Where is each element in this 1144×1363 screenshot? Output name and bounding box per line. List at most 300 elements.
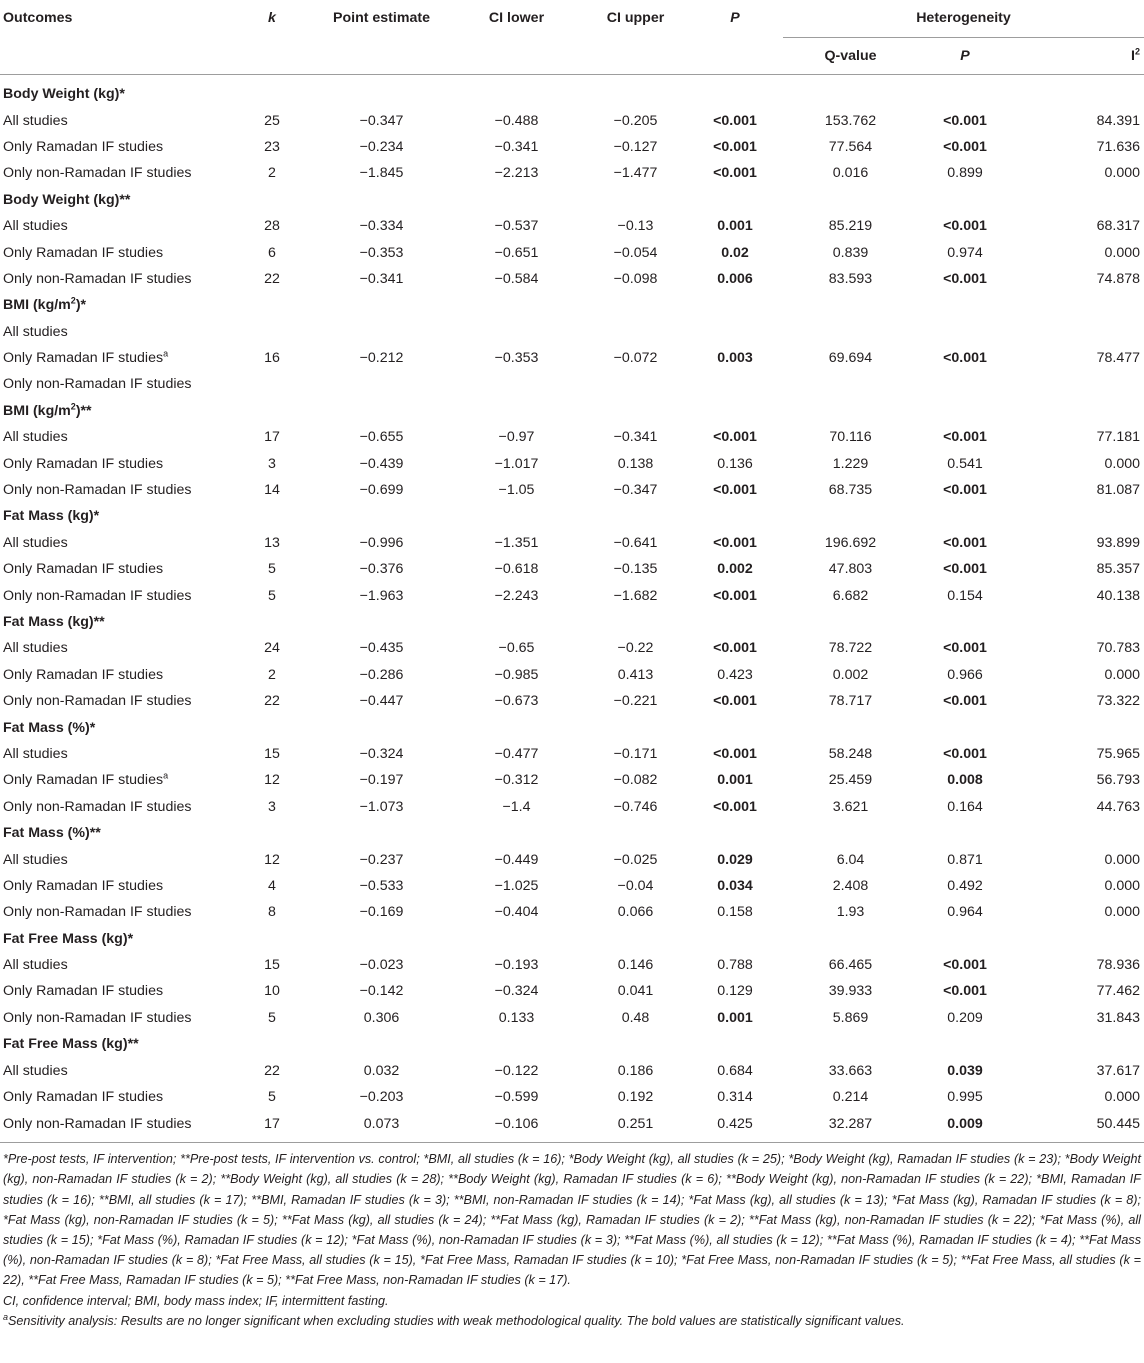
cell-ci-lower: 0.133 bbox=[498, 1009, 535, 1026]
cell-k: 8 bbox=[268, 904, 276, 921]
subgroup-label bbox=[0, 1057, 230, 1083]
cell-point-estimate: −0.699 bbox=[359, 482, 404, 499]
subgroup-label bbox=[0, 741, 230, 767]
cell-k: 23 bbox=[264, 138, 280, 155]
cell-p-value: 0.001 bbox=[717, 1009, 753, 1026]
cell-ci-upper: −0.347 bbox=[613, 482, 658, 499]
cell-heterogeneity-p: 0.541 bbox=[947, 455, 983, 472]
col-ci-lower: CI lower bbox=[488, 10, 545, 26]
cell-q-value: 25.459 bbox=[828, 772, 873, 789]
cell-i-squared: 37.617 bbox=[1096, 1062, 1140, 1079]
table-row bbox=[0, 239, 1144, 265]
cell-q-value: 0.214 bbox=[832, 1089, 869, 1106]
subgroup-label bbox=[0, 662, 230, 688]
cell-point-estimate: −0.324 bbox=[359, 745, 404, 762]
cell-p-value bbox=[687, 319, 783, 345]
table-row bbox=[0, 794, 1144, 820]
outcome-group-row bbox=[0, 1031, 1144, 1057]
subgroup-label bbox=[0, 767, 230, 793]
i-squared-label: I bbox=[1131, 48, 1135, 64]
cell-p-value: <0.001 bbox=[713, 112, 757, 129]
subgroup-label bbox=[0, 134, 230, 160]
cell-heterogeneity-p: <0.001 bbox=[943, 534, 987, 551]
subgroup-label bbox=[0, 978, 230, 1004]
cell-ci-lower: −1.017 bbox=[494, 455, 539, 472]
cell-i-squared bbox=[1012, 319, 1144, 345]
cell-point-estimate: −0.439 bbox=[359, 455, 404, 472]
cell-point-estimate: −1.845 bbox=[359, 165, 404, 182]
outcome-group-label bbox=[0, 398, 1144, 424]
cell-ci-upper: 0.066 bbox=[617, 904, 654, 921]
cell-k: 25 bbox=[264, 112, 280, 129]
cell-k: 22 bbox=[264, 693, 280, 710]
cell-i-squared: 0.000 bbox=[1104, 851, 1140, 868]
cell-ci-upper: 0.041 bbox=[617, 983, 654, 1000]
cell-ci-upper: −0.072 bbox=[613, 350, 658, 367]
cell-p-value: <0.001 bbox=[713, 587, 757, 604]
table-row bbox=[0, 582, 1144, 608]
subgroup-label bbox=[0, 1110, 230, 1143]
outcome-group-row bbox=[0, 75, 1144, 108]
cell-p-value: 0.003 bbox=[717, 350, 753, 367]
cell-p-value: 0.129 bbox=[717, 983, 753, 1000]
col-p: P bbox=[730, 10, 740, 26]
cell-p-value: 0.314 bbox=[717, 1089, 753, 1106]
outcome-group-row bbox=[0, 292, 1144, 318]
header-spacer bbox=[449, 38, 584, 75]
cell-k bbox=[230, 319, 314, 345]
cell-q-value: 32.287 bbox=[783, 1110, 918, 1143]
col-k: k bbox=[268, 10, 276, 26]
cell-point-estimate: −0.533 bbox=[359, 877, 404, 894]
cell-ci-upper: −0.025 bbox=[613, 851, 658, 868]
table-row bbox=[0, 160, 1144, 186]
subgroup-label-text: All studies bbox=[3, 429, 68, 446]
table-row bbox=[0, 477, 1144, 503]
cell-i-squared: 68.317 bbox=[1096, 218, 1140, 235]
cell-point-estimate: −0.142 bbox=[359, 983, 404, 1000]
subgroup-label-text: All studies bbox=[3, 745, 68, 762]
cell-i-squared: 0.000 bbox=[1104, 165, 1140, 182]
subgroup-label bbox=[0, 450, 230, 476]
cell-ci-lower: −0.341 bbox=[494, 138, 539, 155]
outcome-group-row bbox=[0, 926, 1144, 952]
cell-point-estimate: −0.996 bbox=[359, 534, 404, 551]
cell-q-value: 77.564 bbox=[828, 138, 873, 155]
cell-i-squared: 0.000 bbox=[1104, 455, 1140, 472]
cell-point-estimate: −0.237 bbox=[359, 851, 404, 868]
cell-heterogeneity-p: 0.492 bbox=[947, 877, 983, 894]
cell-q-value: 47.803 bbox=[828, 561, 873, 578]
cell-point-estimate: 0.073 bbox=[314, 1110, 449, 1143]
cell-ci-lower: −0.651 bbox=[494, 244, 539, 261]
subgroup-label-text: Only non-Ramadan IF studies bbox=[3, 165, 192, 182]
cell-heterogeneity-p: 0.164 bbox=[947, 798, 983, 815]
cell-i-squared: 81.087 bbox=[1096, 482, 1140, 499]
cell-i-squared: 50.445 bbox=[1012, 1110, 1144, 1143]
cell-i-squared: 44.763 bbox=[1096, 798, 1140, 815]
cell-i-squared: 0.000 bbox=[1104, 1089, 1140, 1106]
outcome-group-row bbox=[0, 609, 1144, 635]
cell-k: 3 bbox=[268, 798, 276, 815]
cell-q-value: 66.465 bbox=[828, 957, 873, 974]
subgroup-label-text: Only Ramadan IF studies bbox=[3, 1089, 164, 1106]
cell-ci-upper: 0.251 bbox=[584, 1110, 687, 1143]
subgroup-label-text: Only Ramadan IF studies bbox=[3, 772, 164, 789]
cell-i-squared: 84.391 bbox=[1096, 112, 1140, 129]
cell-point-estimate: −0.341 bbox=[359, 270, 404, 287]
cell-p-value bbox=[687, 371, 783, 397]
outcome-group-label bbox=[0, 926, 1144, 952]
table-row bbox=[0, 450, 1144, 476]
table-row bbox=[0, 952, 1144, 978]
cell-heterogeneity-p: 0.899 bbox=[947, 165, 983, 182]
cell-ci-upper: −1.682 bbox=[613, 587, 658, 604]
cell-i-squared: 93.899 bbox=[1096, 534, 1140, 551]
cell-k: 13 bbox=[264, 534, 280, 551]
table-row bbox=[0, 371, 1144, 397]
subgroup-label bbox=[0, 1005, 230, 1031]
cell-ci-lower: −0.65 bbox=[498, 640, 535, 657]
subgroup-label-text: Only non-Ramadan IF studies bbox=[3, 587, 192, 604]
subgroup-label-text: Only Ramadan IF studies bbox=[3, 455, 164, 472]
cell-heterogeneity-p: <0.001 bbox=[943, 270, 987, 287]
subgroup-label-text: Only Ramadan IF studies bbox=[3, 244, 164, 261]
cell-ci-lower: −0.324 bbox=[494, 983, 539, 1000]
cell-ci-lower: −0.488 bbox=[494, 112, 539, 129]
cell-heterogeneity-p: 0.009 bbox=[918, 1110, 1012, 1143]
col-point-estimate: Point estimate bbox=[333, 10, 430, 26]
table-row bbox=[0, 741, 1144, 767]
cell-i-squared: 40.138 bbox=[1096, 587, 1140, 604]
cell-ci-lower: −0.477 bbox=[494, 745, 539, 762]
cell-heterogeneity-p: <0.001 bbox=[943, 640, 987, 657]
cell-p-value: 0.684 bbox=[717, 1062, 753, 1079]
cell-heterogeneity-p: 0.995 bbox=[947, 1089, 983, 1106]
cell-point-estimate: −0.447 bbox=[359, 693, 404, 710]
cell-q-value: 3.621 bbox=[832, 798, 869, 815]
cell-ci-lower: −0.97 bbox=[498, 429, 535, 446]
cell-ci-lower: −2.243 bbox=[494, 587, 539, 604]
cell-k: 22 bbox=[264, 1062, 280, 1079]
outcome-group-label bbox=[0, 1031, 1144, 1057]
cell-point-estimate: −0.286 bbox=[359, 666, 404, 683]
cell-heterogeneity-p: <0.001 bbox=[943, 561, 987, 578]
outcome-group-row bbox=[0, 187, 1144, 213]
group-label-suffix: )* bbox=[75, 297, 87, 314]
group-label-text: BMI (kg/m bbox=[3, 297, 71, 314]
group-label-text: Fat Free Mass (kg)** bbox=[3, 1036, 139, 1053]
cell-k: 5 bbox=[268, 1089, 276, 1106]
cell-q-value: 0.016 bbox=[832, 165, 869, 182]
table-row bbox=[0, 978, 1144, 1004]
cell-i-squared: 0.000 bbox=[1104, 904, 1140, 921]
cell-ci-upper: 0.138 bbox=[617, 455, 654, 472]
group-label-superscript: 2 bbox=[70, 295, 76, 306]
cell-ci-lower: −0.537 bbox=[494, 218, 539, 235]
cell-heterogeneity-p: <0.001 bbox=[943, 429, 987, 446]
cell-q-value: 85.219 bbox=[828, 218, 873, 235]
group-label-text: Body Weight (kg)* bbox=[3, 86, 125, 103]
cell-heterogeneity-p: 0.964 bbox=[947, 904, 983, 921]
cell-p-value: 0.425 bbox=[687, 1110, 783, 1143]
subgroup-label bbox=[0, 688, 230, 714]
cell-k: 22 bbox=[264, 270, 280, 287]
cell-heterogeneity-p: 0.974 bbox=[947, 244, 983, 261]
footnote-sensitivity bbox=[3, 1311, 1141, 1331]
cell-ci-lower: −0.673 bbox=[494, 693, 539, 710]
cell-i-squared: 70.783 bbox=[1096, 640, 1140, 657]
cell-i-squared: 0.000 bbox=[1104, 877, 1140, 894]
footnote-main: *Pre-post tests, IF intervention; **Pre-post tests, IF intervention vs. control; *BMI, all studies (k = 16); *Body Weight (kg), all studies (k = 25); *Body Weight (kg), Ramadan IF studies (k = 23); *Body Weight (kg), non-Ramadan IF studies (k = 2); **Body Weight (kg), all studies (k = 28); **Body Weight (kg), Ramadan IF studies (k = 6); **Body Weight (kg), non-Ramadan IF studies (k = 22); *BMI, Ramadan IF studies (k = 16); **BMI, all studies (k = 17); **BMI, Ramadan IF studies (k = 3); **BMI, non-Ramadan IF studies (k = 14); *Fat Mass (kg), all studies (k = 13); *Fat Mass (kg), Ramadan IF studies (k = 8); *Fat Mass (kg), non-Ramadan IF studies (k = 5); **Fat Mass (kg), all studies (k = 24); **Fat Mass (kg), Ramadan IF studies (k = 2); **Fat Mass (kg), non-Ramadan IF studies (k = 22); *Fat Mass (%), all studies (k = 15); *Fat Mass (%), Ramadan IF studies (k = 12); *Fat Mass (%), non-Ramadan IF studies (k = 3); **Fat Mass (%), all studies (k = 12); **Fat Mass (%), Ramadan IF studies (k = 4); **Fat Mass (%), non-Ramadan IF studies (k = 8); *Fat Free Mass, all studies (k = 15), *Fat Free Mass, Ramadan IF studies (k = 10); *Fat Free Mass, non-Ramadan IF studies (k = 5); **Fat Free Mass, all studies (k = 22), **Fat Free Mass, Ramadan IF studies (k = 5); **Fat Free Mass, non-Ramadan IF studies (k = 17). bbox=[3, 1152, 1141, 1288]
cell-k: 3 bbox=[268, 455, 276, 472]
cell-ci-upper: −0.04 bbox=[617, 877, 654, 894]
cell-q-value: 39.933 bbox=[828, 983, 873, 1000]
subgroup-label bbox=[0, 424, 230, 450]
cell-point-estimate: −0.334 bbox=[359, 218, 404, 235]
subgroup-label bbox=[0, 899, 230, 925]
table-row bbox=[0, 873, 1144, 899]
cell-heterogeneity-p: <0.001 bbox=[943, 745, 987, 762]
cell-ci-upper bbox=[584, 371, 687, 397]
cell-p-value: <0.001 bbox=[713, 482, 757, 499]
table-header bbox=[0, 0, 1144, 75]
table-row bbox=[0, 530, 1144, 556]
cell-heterogeneity-p: 0.008 bbox=[947, 772, 983, 789]
cell-k bbox=[230, 371, 314, 397]
cell-ci-upper: 0.146 bbox=[617, 957, 654, 974]
cell-q-value: 78.717 bbox=[828, 693, 873, 710]
cell-i-squared: 77.462 bbox=[1096, 983, 1140, 1000]
subgroup-label-text: Only non-Ramadan IF studies bbox=[3, 1116, 192, 1133]
cell-p-value: <0.001 bbox=[713, 798, 757, 815]
cell-i-squared bbox=[1012, 371, 1144, 397]
cell-ci-lower: −0.618 bbox=[494, 561, 539, 578]
cell-k: 6 bbox=[268, 244, 276, 261]
subgroup-label bbox=[0, 213, 230, 239]
cell-heterogeneity-p: 0.966 bbox=[947, 666, 983, 683]
outcome-group-label bbox=[0, 187, 1144, 213]
subgroup-label-text: Only non-Ramadan IF studies bbox=[3, 376, 192, 393]
cell-ci-upper: −0.127 bbox=[613, 138, 658, 155]
subgroup-label-text: Only non-Ramadan IF studies bbox=[3, 904, 192, 921]
footnote-sensitivity-text: Sensitivity analysis: Results are no longer significant when excluding studies with weak methodological quality. The bold values are statistically significant values. bbox=[8, 1313, 905, 1328]
cell-k: 5 bbox=[268, 587, 276, 604]
cell-ci-lower: −0.599 bbox=[494, 1089, 539, 1106]
outcome-group-label bbox=[0, 714, 1144, 740]
cell-ci-upper: −0.22 bbox=[617, 640, 654, 657]
group-label-text: Body Weight (kg)** bbox=[3, 191, 131, 208]
table-body bbox=[0, 75, 1144, 1143]
cell-q-value: 0.839 bbox=[832, 244, 869, 261]
cell-heterogeneity-p: <0.001 bbox=[943, 138, 987, 155]
cell-ci-lower: −0.312 bbox=[494, 772, 539, 789]
cell-q-value: 68.735 bbox=[828, 482, 873, 499]
subgroup-label bbox=[0, 107, 230, 133]
cell-ci-upper: −0.341 bbox=[613, 429, 658, 446]
table-row bbox=[0, 1110, 1144, 1143]
col-q-value: Q-value bbox=[783, 38, 918, 75]
cell-k: 24 bbox=[264, 640, 280, 657]
outcome-group-row bbox=[0, 714, 1144, 740]
cell-p-value: 0.001 bbox=[717, 218, 753, 235]
cell-q-value: 2.408 bbox=[832, 877, 869, 894]
cell-p-value: 0.788 bbox=[717, 957, 753, 974]
cell-i-squared: 74.878 bbox=[1096, 270, 1140, 287]
cell-point-estimate: −0.376 bbox=[359, 561, 404, 578]
subgroup-label-text: Only non-Ramadan IF studies bbox=[3, 798, 192, 815]
outcome-group-label bbox=[0, 292, 1144, 318]
i-squared-superscript: 2 bbox=[1134, 46, 1140, 57]
cell-k: 10 bbox=[264, 983, 280, 1000]
cell-point-estimate: −0.169 bbox=[359, 904, 404, 921]
header-spacer bbox=[584, 38, 687, 75]
subgroup-label-text: Only non-Ramadan IF studies bbox=[3, 270, 192, 287]
cell-point-estimate: −0.197 bbox=[359, 772, 404, 789]
cell-heterogeneity-p: <0.001 bbox=[943, 112, 987, 129]
cell-ci-lower: −1.4 bbox=[502, 798, 531, 815]
subgroup-label-text: All studies bbox=[3, 218, 68, 235]
cell-heterogeneity-p: <0.001 bbox=[943, 218, 987, 235]
footnote-abbreviations: CI, confidence interval; BMI, body mass index; IF, intermittent fasting. bbox=[3, 1293, 389, 1308]
cell-ci-lower: −0.985 bbox=[494, 666, 539, 683]
header-spacer bbox=[0, 38, 230, 75]
cell-ci-upper: −1.477 bbox=[613, 165, 658, 182]
cell-i-squared: 31.843 bbox=[1096, 1009, 1140, 1026]
cell-ci-upper: −0.135 bbox=[613, 561, 658, 578]
cell-q-value: 5.869 bbox=[832, 1009, 869, 1026]
table-row bbox=[0, 1084, 1144, 1110]
cell-point-estimate: −0.435 bbox=[359, 640, 404, 657]
cell-p-value: <0.001 bbox=[713, 534, 757, 551]
cell-ci-upper: 0.186 bbox=[617, 1062, 654, 1079]
cell-i-squared: 85.357 bbox=[1096, 561, 1140, 578]
group-label-text: Fat Mass (kg)** bbox=[3, 614, 105, 630]
cell-p-value: <0.001 bbox=[713, 165, 757, 182]
subgroup-label bbox=[0, 635, 230, 661]
group-label-text: Fat Mass (%)** bbox=[3, 825, 101, 842]
cell-i-squared: 77.181 bbox=[1096, 429, 1140, 446]
col-ci-upper: CI upper bbox=[606, 10, 665, 26]
cell-p-value: 0.034 bbox=[717, 877, 753, 894]
outcome-group-label bbox=[0, 820, 1144, 846]
cell-q-value: 58.248 bbox=[828, 745, 873, 762]
cell-q-value: 196.692 bbox=[824, 534, 877, 551]
cell-p-value: 0.001 bbox=[717, 772, 753, 789]
subgroup-label bbox=[0, 530, 230, 556]
group-label-text: Fat Mass (kg)* bbox=[3, 508, 100, 525]
sensitivity-marker: a bbox=[163, 770, 169, 781]
cell-point-estimate bbox=[314, 319, 449, 345]
cell-ci-lower: −0.106 bbox=[449, 1110, 584, 1143]
cell-ci-lower: −0.122 bbox=[494, 1062, 539, 1079]
cell-k: 17 bbox=[264, 429, 280, 446]
cell-heterogeneity-p: <0.001 bbox=[943, 482, 987, 499]
cell-k: 4 bbox=[268, 877, 276, 894]
subgroup-label bbox=[0, 319, 230, 345]
cell-p-value: 0.006 bbox=[717, 270, 753, 287]
cell-point-estimate: −0.212 bbox=[359, 350, 404, 367]
cell-ci-lower bbox=[449, 319, 584, 345]
cell-ci-upper: 0.192 bbox=[617, 1089, 654, 1106]
subgroup-label bbox=[0, 266, 230, 292]
cell-p-value: 0.423 bbox=[717, 666, 753, 683]
cell-i-squared: 78.936 bbox=[1096, 957, 1140, 974]
header-spacer bbox=[230, 38, 314, 75]
cell-k: 2 bbox=[268, 666, 276, 683]
subgroup-label bbox=[0, 477, 230, 503]
cell-point-estimate: −0.023 bbox=[359, 957, 404, 974]
cell-i-squared: 71.636 bbox=[1096, 138, 1140, 155]
cell-i-squared: 78.477 bbox=[1096, 350, 1140, 367]
cell-q-value: 1.229 bbox=[832, 455, 869, 472]
cell-ci-upper: −0.205 bbox=[613, 112, 658, 129]
cell-p-value: <0.001 bbox=[713, 138, 757, 155]
cell-heterogeneity-p: <0.001 bbox=[943, 983, 987, 1000]
cell-i-squared: 56.793 bbox=[1096, 772, 1140, 789]
table-row bbox=[0, 319, 1144, 345]
cell-ci-lower: −2.213 bbox=[494, 165, 539, 182]
cell-q-value: 0.002 bbox=[832, 666, 869, 683]
cell-heterogeneity-p bbox=[918, 371, 1012, 397]
cell-i-squared: 73.322 bbox=[1096, 693, 1140, 710]
cell-q-value bbox=[783, 319, 918, 345]
subgroup-label-text: Only Ramadan IF studies bbox=[3, 561, 164, 578]
cell-i-squared: 75.965 bbox=[1096, 745, 1140, 762]
cell-ci-lower: −0.449 bbox=[494, 851, 539, 868]
subgroup-label-text: Only non-Ramadan IF studies bbox=[3, 1009, 192, 1026]
subgroup-label-text: Only Ramadan IF studies bbox=[3, 138, 164, 155]
cell-heterogeneity-p: 0.871 bbox=[947, 851, 983, 868]
subgroup-label-text: All studies bbox=[3, 957, 68, 974]
cell-ci-lower: −0.404 bbox=[494, 904, 539, 921]
group-label-text: Fat Free Mass (kg)* bbox=[3, 930, 134, 947]
cell-ci-upper: −0.082 bbox=[613, 772, 658, 789]
cell-k: 17 bbox=[230, 1110, 314, 1143]
cell-k: 12 bbox=[264, 772, 280, 789]
subgroup-label bbox=[0, 1084, 230, 1110]
table-row bbox=[0, 556, 1144, 582]
table-row bbox=[0, 662, 1144, 688]
subgroup-label-text: Only Ramadan IF studies bbox=[3, 666, 164, 683]
table-row bbox=[0, 899, 1144, 925]
cell-ci-upper: −0.221 bbox=[613, 693, 658, 710]
outcome-group-row bbox=[0, 503, 1144, 529]
subgroup-label-text: All studies bbox=[3, 112, 68, 129]
outcome-group-label bbox=[0, 503, 1144, 529]
subgroup-label bbox=[0, 160, 230, 186]
cell-point-estimate: −0.353 bbox=[359, 244, 404, 261]
cell-p-value: 0.002 bbox=[717, 561, 753, 578]
cell-ci-lower: −0.193 bbox=[494, 957, 539, 974]
cell-ci-lower: −0.353 bbox=[494, 350, 539, 367]
cell-ci-upper: −0.054 bbox=[613, 244, 658, 261]
table-footnotes bbox=[0, 1143, 1144, 1331]
subgroup-label-text: Only Ramadan IF studies bbox=[3, 877, 164, 894]
outcome-group-row bbox=[0, 820, 1144, 846]
cell-p-value: <0.001 bbox=[713, 745, 757, 762]
subgroup-label bbox=[0, 952, 230, 978]
cell-point-estimate bbox=[314, 371, 449, 397]
header-spacer bbox=[687, 38, 783, 75]
cell-heterogeneity-p: <0.001 bbox=[943, 693, 987, 710]
subgroup-label bbox=[0, 345, 230, 371]
cell-point-estimate: −0.203 bbox=[359, 1089, 404, 1106]
cell-q-value: 70.116 bbox=[829, 429, 872, 446]
subgroup-label-text: Only non-Ramadan IF studies bbox=[3, 482, 192, 499]
cell-point-estimate: −1.073 bbox=[359, 798, 404, 815]
cell-p-value: <0.001 bbox=[713, 429, 757, 446]
